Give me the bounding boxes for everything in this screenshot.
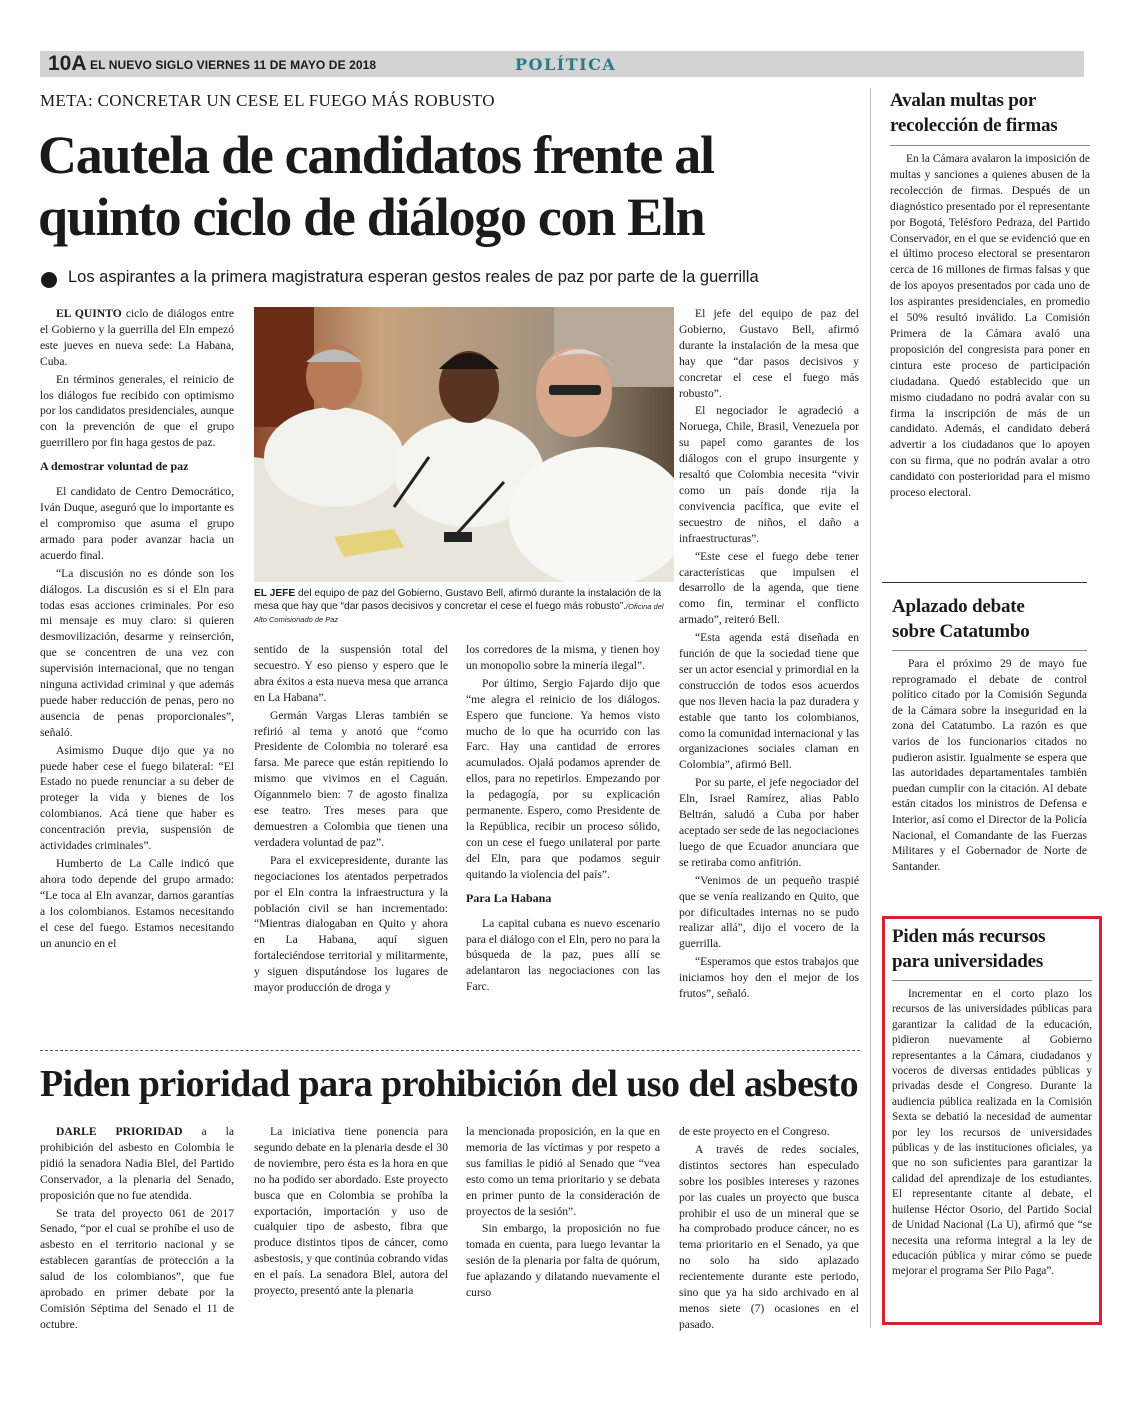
paragraph: El jefe del equipo de paz del Gobierno, Gustavo Bell, afirmó durante la instalación de la mesa que hay que “dar pasos decisivos y concretar el cese el fuego más robusto”.	[679, 307, 859, 400]
photo-credit: /Oficina del Alto Comisionado de Paz	[254, 602, 664, 625]
sidebar-body: Para el próximo 29 de mayo fue reprogramado el debate de control político citado por la Comisión Segunda de la Cámara sobre la inseguridad en la zona del Catatumbo. La razón es que varios de los funcionarios citados no pudieron asistir. Igualmente se espera que las autoridades departamentales también puedan cumplir con la citación. Al debate están citados los ministros de Defensa e Interior, así como el Director de la Policía Nacional, el Comandante de las Fuerzas Militares y el Gobernador de Norte de Santander.	[892, 658, 1087, 873]
lead-caps: DARLE PRIORIDAD	[56, 1125, 183, 1138]
sidebar-item-2	[892, 594, 1087, 877]
sidebar-body: En la Cámara avalaron la imposición de multas y sanciones a quienes abusen de la recolección de firmas. Después de un diagnóstico presentado por el representante por Bogotá, Telésforo Pedraza, del Partido Conservador, en el que se evidenció que en el último proceso electoral se presentaron cerca de 16 millones de firmas falsas y que de los apoyos presentados por cada uno de los aspirantes presidenciales, en promedio el 50% resultó inválido. La Comisión Primera de la Cámara avaló una proposición del congresista para poner en cintura este proceso de participación ciudadana. Quedó establecido que un mismo ciudadano no podrá avalar con su firma la inscripción de más de un candidato. Además, el candidato deberá advertir a los ciudadanos que lo apoyen con su firma, que no podrán avalar a otro candidato con posterioridad para el mismo proceso electoral.	[890, 153, 1090, 500]
paragraph: de este proyecto en el Congreso.	[679, 1125, 830, 1138]
sidebar-divider	[882, 582, 1087, 583]
headline-line-1: Cautela de candidatos frente al	[38, 125, 714, 185]
headline-asbesto: Piden prioridad para prohibición del uso del asbesto	[40, 1063, 858, 1105]
paragraph: Por su parte, el jefe negociador del Eln, Israel Ramírez, alias Pablo Beltrán, saludó a Cuba por haber aceptado ser sede de las negociaciones luego de que Ecuador anunciara que se retiraba como anfitrión.	[679, 776, 859, 869]
asbesto-column-1	[40, 1124, 234, 1335]
caption-text: del equipo de paz del Gobierno, Gustavo Bell, afirmó durante la instalación de la mesa que hay que “dar pasos decisivos y concretar el cese el fuego más robusto”.	[254, 588, 662, 613]
paragraph: los corredores de la misma, y tienen hoy un monopolio sobre la minería ilegal”.	[466, 643, 660, 672]
deck: Los aspirantes a la primera magistratura esperan gestos reales de paz por parte de la guerrilla	[68, 268, 759, 286]
subhead: Para La Habana	[466, 890, 552, 905]
paragraph: Sin embargo, la proposición no fue tomada en cuenta, para luego levantar la sesión de la plenaria por falta de quórum, fue aplazando y dilatando nuevamente el curso	[466, 1222, 660, 1300]
paragraph: Se trata del proyecto 061 de 2017 Senado, “por el cual se prohíbe el uso de asbesto en el territorio nacional y se establecen garantías de protección a la salud de los colombianos”, que fue aprobado en primer debate por la Comisión Séptima del Senado el 11 de octubre.	[40, 1206, 234, 1331]
paragraph: La capital cubana es nuevo escenario para el diálogo con el Eln, pero no para la búsqueda de la paz, pues allí se adelantaron las negociaciones con las Farc.	[466, 916, 660, 994]
paragraph: Germán Vargas Lleras también se refirió al tema y anotó que “como Presidente de Colombia no toleraré esa farsa. Me parece que están repitiendo lo mismo que vivimos en el Caguán. Oígannmelo bien: 7 de agosto finaliza ese teatro. Tres meses para que demuestren a Colombia que tienen una verdadera voluntad de paz”.	[254, 708, 448, 849]
paragraph: Asimismo Duque dijo que ya no puede haber cese el fuego bilateral: “El Estado no puede renunciar a su deber de proteger la vida y bienes de los colombianos. Acá tiene que haber es concentración previa, suspensión de actividades criminales”.	[40, 743, 234, 853]
asbesto-column-4	[679, 1124, 859, 1335]
sidebar-item-1	[890, 88, 1090, 504]
sidebar-body: Incrementar en el corto plazo los recursos de las universidades públicas para garantizar la calidad de la educación, pidieron nuevamente al Gobierno representantes a la Cámara, ciudadanos y voceros de diversas entidades públicas y privadas desde el Congreso. Durante la audiencia pública realizada en la Comisión Sexta se debatió la necesidad de aumentar por ley los recursos de universidades públicas y de las instituciones oficiales, ya que no son suficientes para garantizar la calidad del aprendizaje de los estudiantes. El representante citante al debate, el huilense Héctor Osorio, del Partido Social de Unidad Nacional (La U), afirmó que “se necesita una reforma integral a la ley de educación pública y mirar cómo se puede mejorar el programa Ser Pilo Paga”.	[892, 988, 1092, 1278]
paragraph: sentido de la suspensión total del secuestro. Y eso pienso y espero que le abra éxitos a esta nueva mesa que arranca en La Habana”.	[254, 643, 448, 704]
headline	[38, 124, 858, 248]
caption-label: EL JEFE	[254, 588, 296, 599]
paragraph: El negociador le agradeció a Noruega, Chile, Brasil, Venezuela por su papel como garantes de los diálogos con el grupo insurgente y resaltó que Colombia necesita “vivir como un país donde rija la convivencia pacífica, que evite el secuestro de niños, el daño a infraestructuras”.	[679, 404, 859, 545]
bullet-icon	[41, 272, 57, 288]
main-column-4	[679, 306, 859, 1004]
paragraph: “La discusión no es dónde son los diálogos. La discusión es si el Eln para todas esas acciones criminales. Por eso mi mensaje es muy claro: si quieren desmovilización, desarme y reinserción, que se concentren de una vez con supervisión internacional, que no tengan ninguna actividad criminal y que además puede haber reducción de penas, pero no ausencia de penas proporcionales”, señaló.	[40, 566, 234, 739]
paragraph: ciclo de diálogos entre el Gobierno y la guerrilla del Eln empezó este jueves en nueva sede: La Habana, Cuba.	[40, 307, 234, 368]
sidebar-item-3	[892, 924, 1092, 1282]
main-column-3	[466, 642, 660, 997]
paragraph: “Esta agenda está diseñada en función de que la sociedad tiene que ser un actor esencial y primordial en la construcción de todos esos acuerdos que nos lleven hacia la paz duradera y estable que tanto los colombianos, como la comunidad internacional y las organizaciones sociales claman en Colombia”, afirmó Bell.	[679, 631, 859, 772]
sidebar-rule	[870, 88, 871, 1328]
sidebar-title: Piden más recursos para universidades	[892, 926, 1046, 972]
sidebar-title: Aplazado debate sobre Catatumbo	[892, 596, 1030, 642]
section-label: POLÍTICA	[515, 55, 617, 74]
paragraph: Humberto de La Calle indicó que ahora todo depende del grupo armado: “Le toca al Eln avanzar, darnos garantías a los colombianos. Estamos necesitando el cese del fuego. Estamos necesitando un anuncio en el	[40, 857, 234, 950]
kicker: META: CONCRETAR UN CESE EL FUEGO MÁS ROBUSTO	[40, 91, 495, 110]
paragraph: a la prohibición del asbesto en Colombia le pidió la senadora Nadia Blel, del Partido Conservador, a la plenaria del Senado, proposición que no fue atendida.	[40, 1125, 234, 1202]
paragraph: “Esperamos que estos trabajos que iniciamos hoy den el mejor de los frutos”, señaló.	[679, 955, 859, 1001]
paragraph: la mencionada proposición, en la que en memoria de las víctimas y por respeto a sus familias le pidió al Senado que “vea esto como un tema prioritario y se debata en primer punto de la consideración de proyectos de la sesión”.	[466, 1125, 660, 1218]
subhead: A demostrar voluntad de paz	[40, 459, 189, 474]
sidebar-title: Avalan multas por recolección de firmas	[890, 90, 1058, 136]
paragraph: A través de redes sociales, distintos sectores han especulado sobre los posibles intereses y razones por las cuales un proyecto que busca prohibir el uso de un mineral que se ha comprobado produce cáncer, no es tema prioritario en el Senado, ya que no solo ha sido aplazado recientemente durante este periodo, sino que ya ha sido archivado en al menos siete (7) ocasiones en el pasado.	[679, 1142, 859, 1331]
main-column-2	[254, 642, 448, 998]
page-number: 10A	[48, 52, 87, 75]
title-rule	[890, 145, 1090, 146]
asbesto-column-2	[254, 1124, 448, 1301]
section-divider	[40, 1050, 860, 1051]
paragraph: El candidato de Centro Democrático, Iván Duque, aseguró que lo importante es el compromiso que asuma el grupo armado para poder avanzar hacia un acuerdo final.	[40, 485, 234, 562]
lead-caps: EL QUINTO	[56, 307, 122, 320]
main-column-1	[40, 306, 234, 953]
paper-dateline: EL NUEVO SIGLO VIERNES 11 DE MAYO DE 2018	[90, 58, 377, 72]
paragraph: Para el exvicepresidente, durante las negociaciones los atentados perpetrados por el Eln contra la infraestructura y la población civil se han incrementado: “Mientras dialogaban en Quito y ahora en La Habana, aquí siguen fortaleciéndose territorial y militarmente, y siguen disputándose los lugares de mayor producción de droga y	[254, 853, 448, 995]
paragraph: La iniciativa tiene ponencia para segundo debate en la plenaria desde el 30 de noviembre, pero ésta es la hora en que no ha podido ser abordado. Este proyecto busca que en Colombia se prohíba la exportación, importación y uso de cualquier tipo de asbesto, fibra que produce distintos tipos de cáncer, como asbestosis, y que continúa cobrando vidas en el país. La senadora Blel, autora del proyecto, presentó ante la plenaria	[254, 1125, 448, 1298]
photo-caption	[254, 587, 674, 627]
title-rule	[892, 980, 1092, 981]
news-photo	[254, 307, 674, 582]
paragraph: Por último, Sergio Fajardo dijo que “me alegra el reinicio de los diálogos. Espero que funcione. Ya hemos visto mucho de lo que ha ocurrido con las Farc. Hay una cantidad de errores acumulados. Ojalá podamos aprender de ellos, para no repetirlos. Empezando por la pedagogía, por su explicación permanente. Espero, como Presidente de la República, recibir un proceso sólido, con un cese el fuego unilateral por parte del Eln, para que podamos seguir quitando la violencia del país”.	[466, 676, 660, 881]
paragraph: “Venimos de un pequeño traspié que se venía realizando en Quito, que por dificultades internas no se pudo realizar allá”, dijo el vocero de la guerrilla.	[679, 873, 859, 951]
title-rule	[892, 650, 1087, 651]
headline-line-2: quinto ciclo de diálogo con Eln	[38, 187, 705, 247]
asbesto-column-3	[466, 1124, 660, 1303]
paragraph: “Este cese el fuego debe tener características que impulsen el desarrollo de la agenda, que tiene como fin, terminar el conflicto armado”, reiteró Bell.	[679, 549, 859, 627]
paragraph: En términos generales, el reinicio de los diálogos fue recibido con optimismo por los candidatos presidenciales, aunque con la prevención de que el grupo guerrillero por fin haga gestos de paz.	[40, 372, 234, 450]
